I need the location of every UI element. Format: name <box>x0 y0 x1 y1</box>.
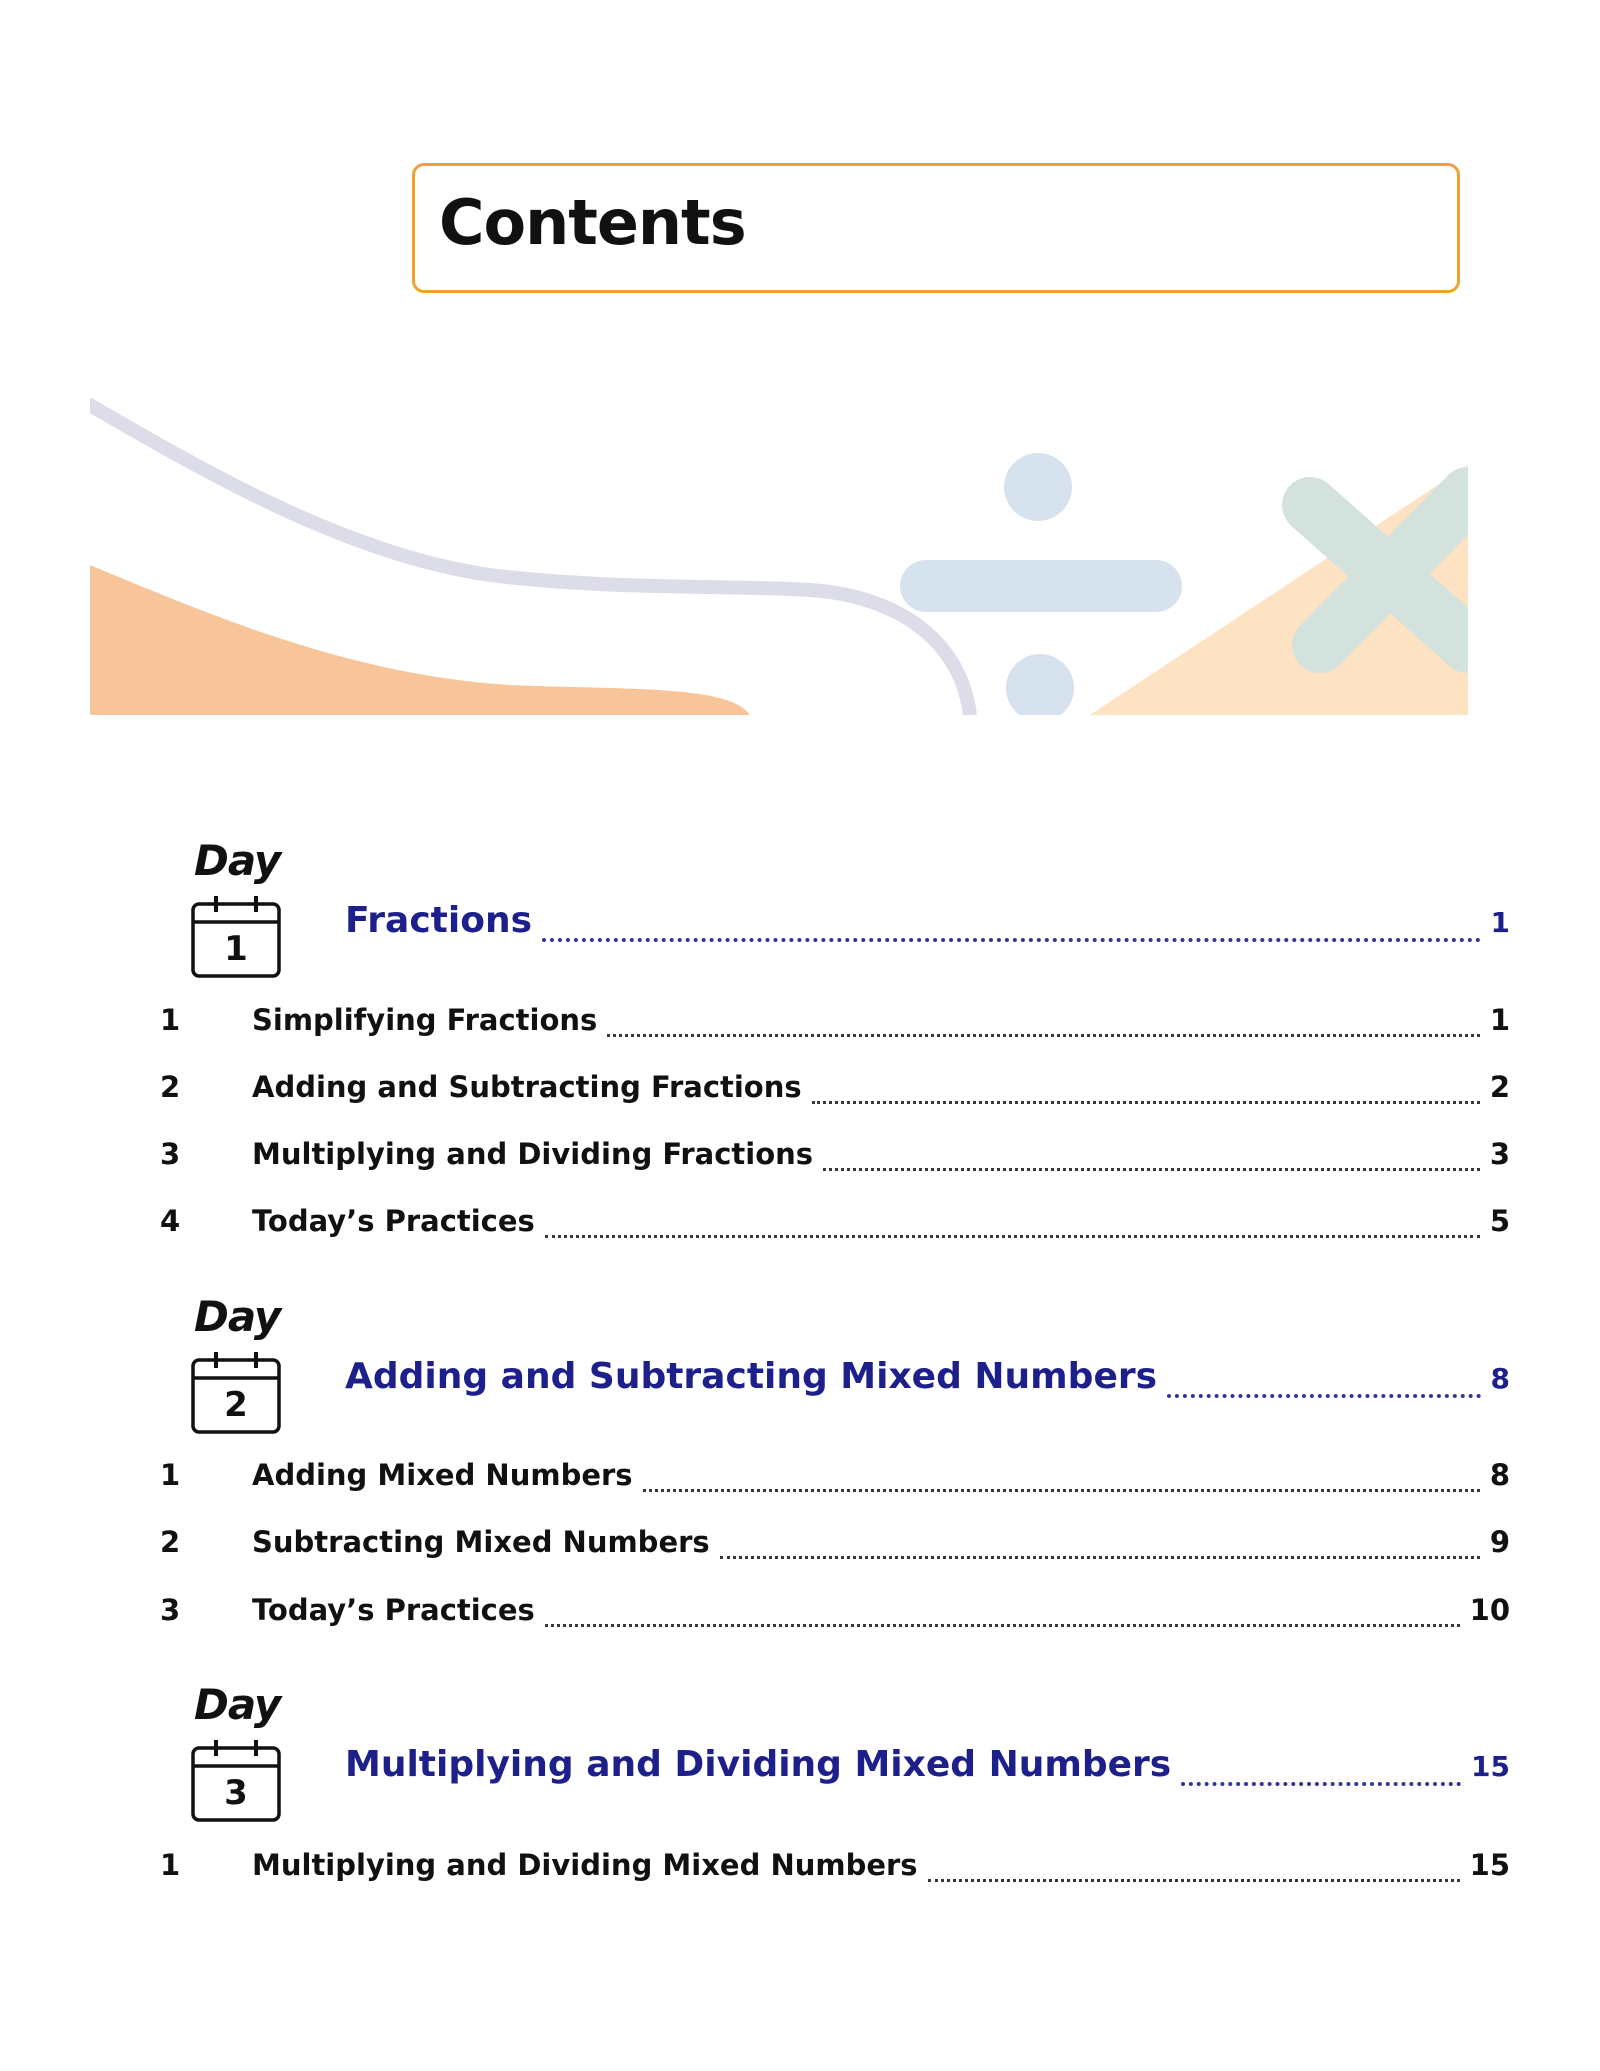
entry-page-number: 8 <box>1489 1458 1510 1492</box>
day-badge <box>170 1292 290 1446</box>
chapter-entry[interactable] <box>345 1744 1510 1800</box>
entry-title: Multiplying and Dividing Mixed Numbers <box>252 1848 918 1882</box>
day-section-3 <box>0 1680 1600 1834</box>
dot-leader <box>1167 1394 1480 1398</box>
entry-page-number: 3 <box>1489 1137 1510 1171</box>
entry-page-number: 2 <box>1489 1070 1510 1104</box>
entry-number: 1 <box>160 1458 181 1492</box>
toc-entry[interactable] <box>160 1458 1510 1502</box>
entry-number: 2 <box>160 1525 181 1559</box>
day-label: Day <box>194 1680 281 1729</box>
division-icon <box>900 453 1182 715</box>
chapter-entry[interactable] <box>345 1356 1510 1412</box>
day-badge <box>170 1680 290 1834</box>
dot-leader <box>643 1489 1480 1492</box>
entry-page-number: 1 <box>1489 1003 1510 1037</box>
entry-page-number: 10 <box>1469 1593 1510 1627</box>
chapter-title: Multiplying and Dividing Mixed Numbers <box>345 1744 1172 1785</box>
entry-title: Today’s Practices <box>252 1593 535 1627</box>
entry-page-number: 15 <box>1469 1848 1510 1882</box>
entry-page-number: 5 <box>1489 1204 1510 1238</box>
dot-leader <box>720 1556 1480 1559</box>
dot-leader <box>545 1235 1480 1238</box>
dot-leader <box>928 1879 1460 1882</box>
entry-number: 4 <box>160 1204 181 1238</box>
entry-title: Adding Mixed Numbers <box>252 1458 633 1492</box>
entry-number: 1 <box>160 1003 181 1037</box>
entry-title: Subtracting Mixed Numbers <box>252 1525 710 1559</box>
day-number: 3 <box>224 1773 248 1813</box>
dot-leader <box>545 1624 1460 1627</box>
entry-number: 3 <box>160 1137 181 1171</box>
day-label: Day <box>194 1292 281 1341</box>
entry-title: Adding and Subtracting Fractions <box>252 1070 802 1104</box>
entry-title: Multiplying and Dividing Fractions <box>252 1137 814 1171</box>
entry-number: 2 <box>160 1070 181 1104</box>
contents-title-box <box>412 163 1460 293</box>
day-section-2 <box>0 1292 1600 1446</box>
dot-leader <box>542 938 1481 942</box>
chapter-page-number: 1 <box>1490 906 1510 939</box>
day-number: 1 <box>224 929 248 969</box>
dot-leader <box>607 1034 1480 1037</box>
chapter-title: Fractions <box>345 900 533 941</box>
toc-entry[interactable] <box>160 1593 1510 1637</box>
dot-leader <box>823 1168 1480 1171</box>
entry-title: Today’s Practices <box>252 1204 535 1238</box>
toc-entry[interactable] <box>160 1003 1510 1047</box>
chapter-page-number: 8 <box>1490 1362 1510 1395</box>
chapter-title: Adding and Subtracting Mixed Numbers <box>345 1356 1158 1397</box>
entry-number: 1 <box>160 1848 181 1882</box>
chapter-page-number: 15 <box>1471 1750 1510 1783</box>
toc-entry[interactable] <box>160 1848 1510 1892</box>
day-number: 2 <box>224 1385 248 1425</box>
toc-entry[interactable] <box>160 1137 1510 1181</box>
chapter-entry[interactable] <box>345 900 1510 956</box>
entry-title: Simplifying Fractions <box>252 1003 598 1037</box>
entry-number: 3 <box>160 1593 181 1627</box>
dot-leader <box>1181 1782 1461 1786</box>
day-label: Day <box>194 836 281 885</box>
page-title: Contents <box>439 186 746 259</box>
decorative-math-banner <box>90 385 1468 715</box>
toc-entry[interactable] <box>160 1070 1510 1114</box>
dot-leader <box>812 1101 1480 1104</box>
entry-page-number: 9 <box>1489 1525 1510 1559</box>
day-badge <box>170 836 290 990</box>
toc-entry[interactable] <box>160 1204 1510 1248</box>
toc-entry[interactable] <box>160 1525 1510 1569</box>
day-section-1 <box>0 836 1600 990</box>
